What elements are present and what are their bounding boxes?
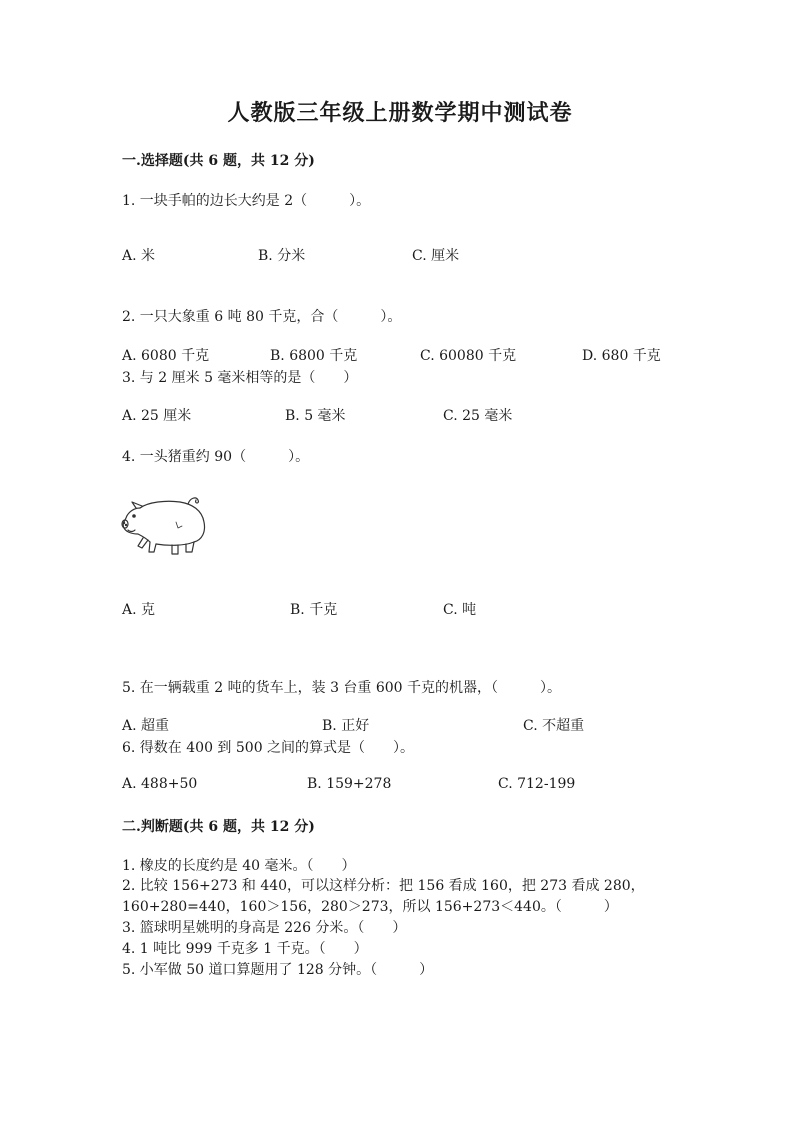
option-5b: B. 正好 [322,718,370,734]
option-1c: C. 厘米 [412,248,460,264]
option-3c: C. 25 毫米 [443,408,513,424]
section-heading-choice: 一.选择题(共 6 题，共 12 分) [122,153,315,169]
question-2: 2. 一只大象重 6 吨 80 千克，合（ ）。 [122,309,402,325]
judgment-item-2-cont: 160+280=440，160＞156，280＞273，所以 156+273＜440。（ ） [122,899,618,915]
judgment-item-3: 3. 篮球明星姚明的身高是 226 分米。（ ） [122,920,407,936]
option-6a: A. 488+50 [122,776,198,792]
option-1b: B. 分米 [258,248,306,264]
question-4: 4. 一头猪重约 90（ ）。 [122,449,310,465]
option-2c: C. 60080 千克 [420,348,517,364]
option-2b: B. 6800 千克 [270,348,358,364]
option-2a: A. 6080 千克 [122,348,210,364]
section-heading-judgment: 二.判断题(共 6 题，共 12 分) [122,819,315,835]
judgment-item-5: 5. 小军做 50 道口算题用了 128 分钟。（ ） [122,962,434,978]
question-3: 3. 与 2 厘米 5 毫米相等的是（ ） [122,370,358,386]
option-4b: B. 千克 [290,602,338,618]
question-1: 1. 一块手帕的边长大约是 2（ ）。 [122,193,371,209]
question-5: 5. 在一辆载重 2 吨的货车上，装 3 台重 600 千克的机器，（ ）。 [122,680,562,696]
option-5a: A. 超重 [122,718,170,734]
judgment-item-2: 2. 比较 156+273 和 440，可以这样分析：把 156 看成 160，把 273 看成 280， [122,878,645,894]
option-4c: C. 吨 [443,602,477,618]
question-6: 6. 得数在 400 到 500 之间的算式是（ ）。 [122,740,415,756]
option-6c: C. 712-199 [498,776,576,792]
option-2d: D. 680 千克 [582,348,661,364]
option-3a: A. 25 厘米 [122,408,192,424]
option-3b: B. 5 毫米 [285,408,346,424]
judgment-item-4: 4. 1 吨比 999 千克多 1 千克。（ ） [122,941,368,957]
judgment-item-1: 1. 橡皮的长度约是 40 毫米。（ ） [122,858,356,874]
page-title: 人教版三年级上册数学期中测试卷 [227,100,573,126]
pig-illustration [118,494,210,556]
option-6b: B. 159+278 [307,776,392,792]
option-5c: C. 不超重 [523,718,585,734]
option-1a: A. 米 [122,248,156,264]
option-4a: A. 克 [122,602,156,618]
